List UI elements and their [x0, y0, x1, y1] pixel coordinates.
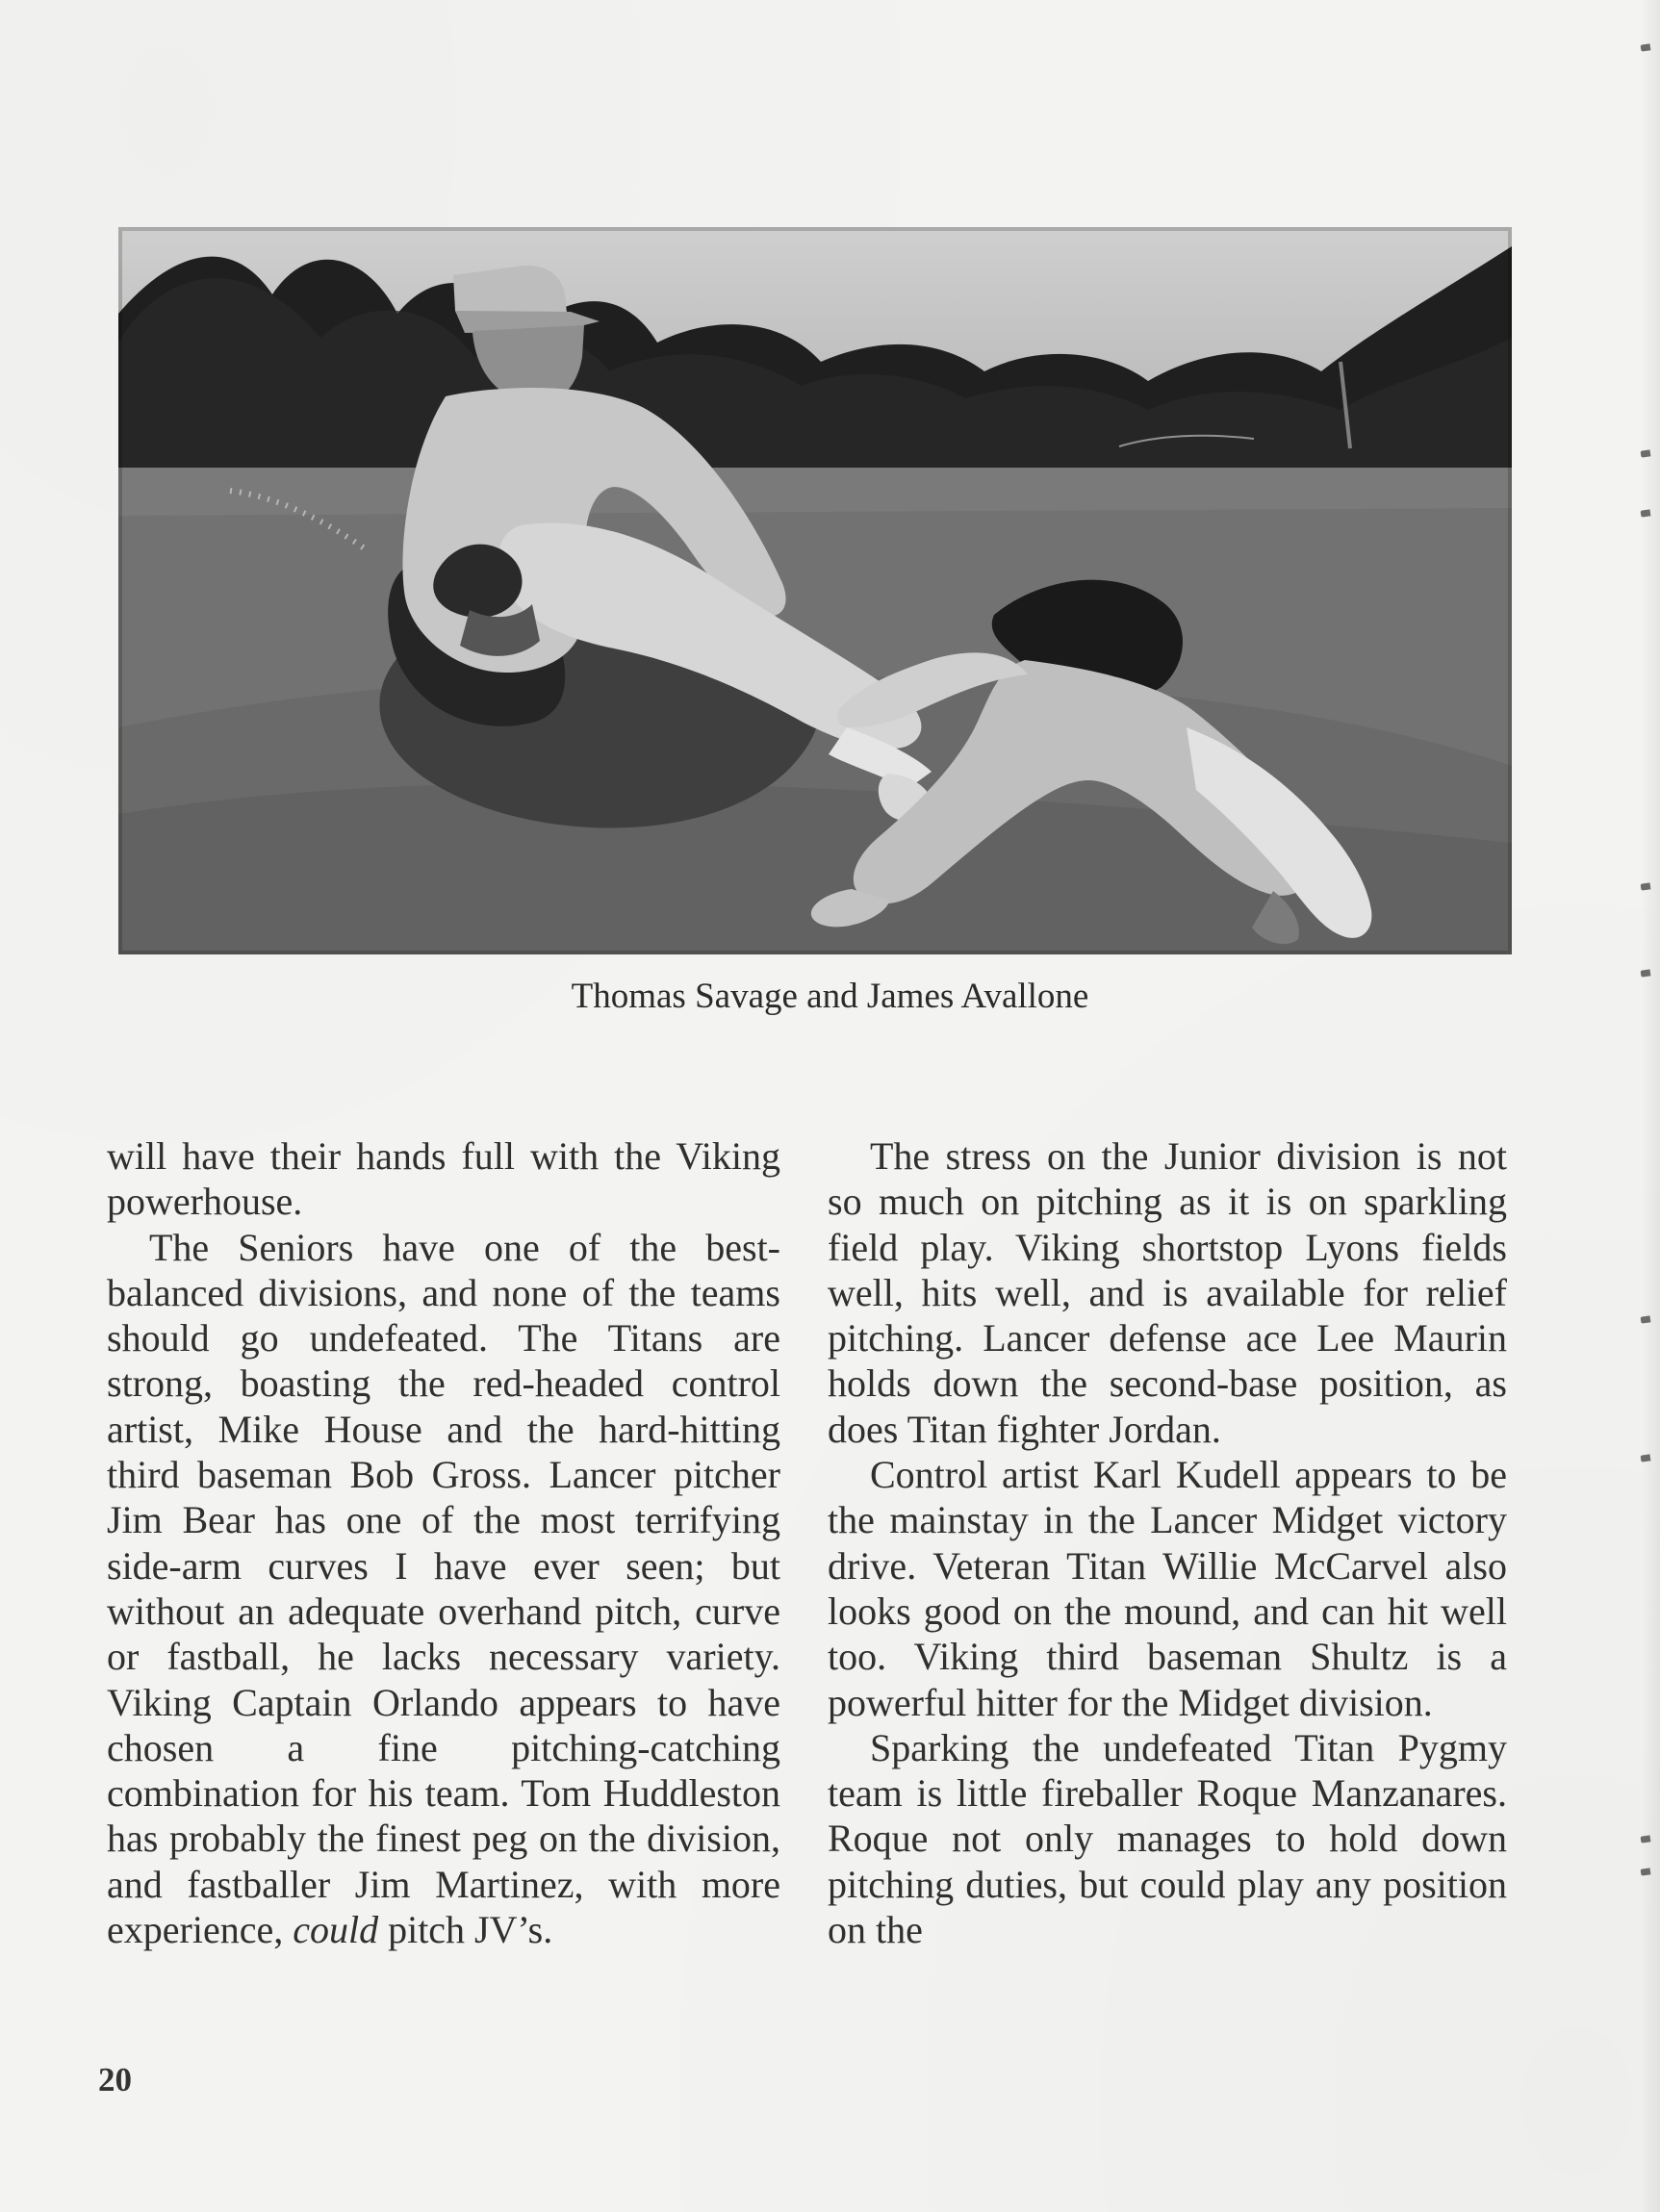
page-binding-edge [1641, 0, 1660, 2212]
baseball-photo [118, 227, 1512, 954]
left-paragraph-2 [107, 1225, 780, 1953]
binding-hole-mark [1641, 1315, 1651, 1323]
binding-hole-mark [1641, 1835, 1651, 1843]
left-paragraph-2-main-text: The Seniors have one of the best-balanced divisions, and none of the teams should go undefeated. The Titans are strong, boasting the red-headed control artist, Mike House and the hard-hitting third baseman Bob Gross. Lancer pitcher Jim Bear has one of the most terrifying side-arm curves I have ever seen; but without an adequate overhand pitch, curve or fastball, he lacks necessary variety. Viking Captain Orlando appears to have chosen a fine pitching-catching combination for his team. Tom Huddleston has probably the finest peg on the division, and fastballer Jim Martinez, with more experience, [107, 1225, 780, 1952]
article-left-column [107, 1133, 780, 1952]
binding-hole-mark [1641, 449, 1651, 457]
right-paragraph-2: Control artist Karl Kudell appears to be the mainstay in the Lancer Midget victory drive. Veteran Titan Willie McCarvel also looks good on the mound, and can hit well too. Viking third baseman Shultz is a powerful hitter for the Midget division. [828, 1453, 1507, 1724]
page-number: 20 [98, 2061, 132, 2098]
photo-caption: Thomas Savage and James Avallone [571, 977, 1089, 1016]
binding-hole-mark [1641, 882, 1651, 890]
binding-hole-mark [1641, 1868, 1651, 1875]
left-paragraph-2-tail: pitch JV’s. [388, 1908, 553, 1952]
baseball-photo-illustration [118, 227, 1512, 954]
right-paragraph-3: Sparking the undefeated Titan Pygmy team is little fireballer Roque Manzanares. Roque not only manages to hold down pitching duties, but could play any position on the [828, 1725, 1507, 1952]
left-paragraph-2-emphasis: could [293, 1908, 379, 1952]
right-paragraph-1: The stress on the Junior division is not so much on pitching as it is on sparkling field play. Viking shortstop Lyons fields well, hits well, and is available for relief pitching. Lancer defense ace Lee Maurin holds down the second-base position, as does Titan fighter Jordan. [828, 1134, 1507, 1451]
left-paragraph-1: will have their hands full with the Viking powerhouse. [107, 1134, 780, 1224]
article-right-column [828, 1133, 1507, 1952]
binding-hole-mark [1641, 43, 1651, 51]
binding-hole-mark [1641, 509, 1651, 517]
binding-hole-mark [1641, 1454, 1651, 1462]
